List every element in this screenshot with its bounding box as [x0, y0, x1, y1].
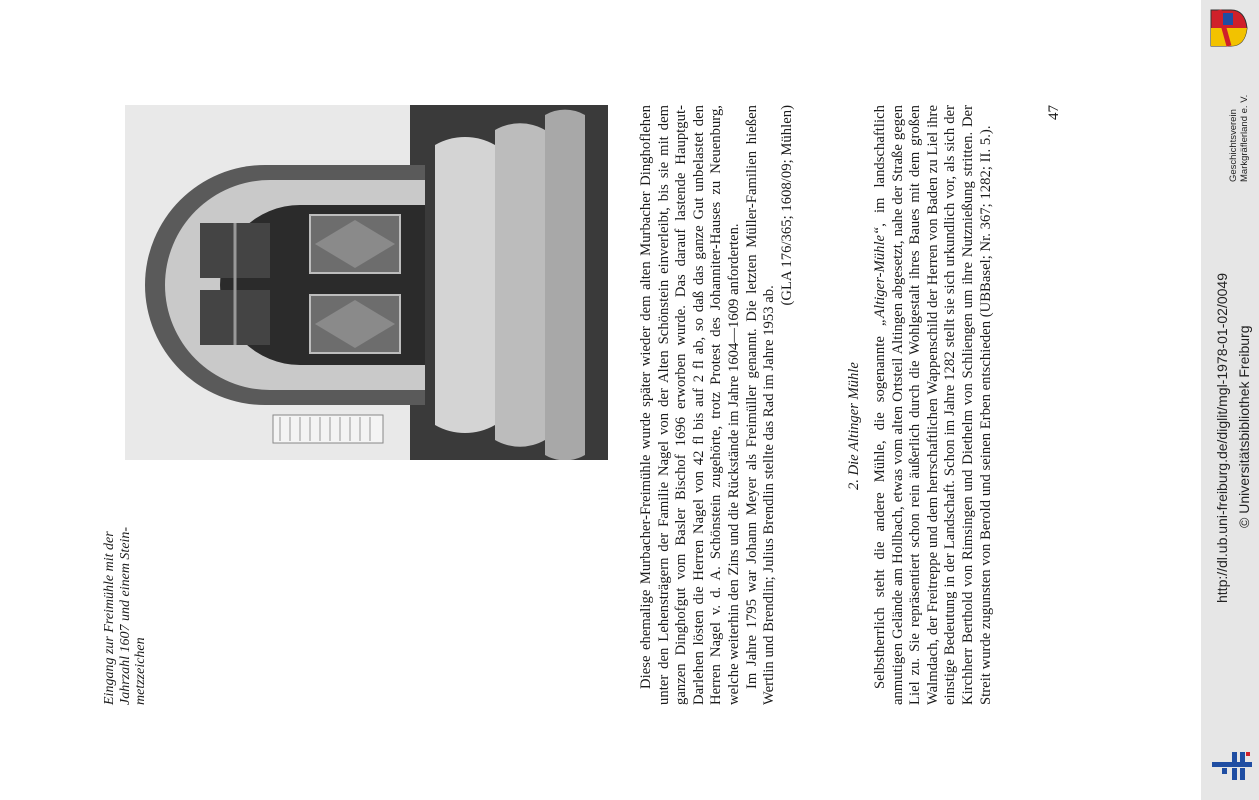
caption-line-1: Eingang zur Freimühle mit der — [102, 531, 117, 705]
document-url-link[interactable]: http://dl.ub.uni-freiburg.de/diglit/mgl-1978-01-02/0049 — [1214, 273, 1230, 603]
ub-freiburg-logo-icon — [1210, 748, 1254, 784]
paragraph-3 — [872, 105, 995, 705]
paragraph-3-rest: , im landschaftlich anmutigen Gelände am Hollbach, etwas vom alten Ortsteil Altingen abgesetzt, nahe der Straße gegen Liel zu. Sie repräsentiert schon rein äußerlich durch die Wohlgestalt ihres Baues mit dem großen Walmdach, der Freitreppe und dem herrschaftlichen Wappenschild der Herren von Baden zu Liel ihre einstige Bedeutung in der Landschaft. Schon im Jahre 1282 stellt sie sich urkundlich vor, als sich der Kirchherr Berthold von Rimsingen und Diethelm von Schliengen um ihre Nutznießung stritten. Der Streit wurde zugunsten von Berold und seinen Erben entschieden (UBBasel; Nr. 367; 1282; II. 5.). — [872, 105, 994, 705]
caption-line-2: Jahrzahl 1607 und einem Stein- — [117, 526, 133, 705]
paragraph-3-mill-name: „Altiger-Mühle“ — [872, 226, 888, 327]
paragraph-2-reference: (GLA 176/365; 1608/09; Mühlen) — [778, 105, 795, 306]
society-name — [1228, 42, 1250, 182]
society-name-line-1: Geschichtsverein — [1228, 109, 1239, 182]
copyright-notice: © Universitätsbibliothek Freiburg — [1236, 325, 1252, 528]
page-number: 47 — [1046, 105, 1062, 120]
caption-line-3: metzzeichen — [133, 637, 148, 705]
figure-caption — [102, 445, 149, 705]
paragraph-3-start: Selbstherrlich steht die andere Mühle, die sogenannte — [872, 326, 888, 689]
text-block-upper — [638, 105, 796, 705]
paragraph-2: Im Jahre 1795 war Johann Meyer als Freimüller genannt. Die letzten Müller-Familien hießen Wertlin und Brendlin; Julius Brendlin stellte das Rad im Jahre 1953 ab. — [743, 105, 778, 705]
paragraph-1: Diese ehemalige Murbacher-Freimühle wurde später wieder dem alten Murbacher Dinghoflehen unter den Lehensträgern der Familie Nagel von der Alten Schönstein einverleibt, bis sie mit dem ganzen Dinghofgut vom Basler Bischof 1696 erworben wurde. Das darauf lastende Hauptgut-Darlehen lösten die Herren Nagel von 42 fl bis auf 2 fl ab, so daß das ganze Gut unbelastet den Herren Nagel v. d. A. Schönstein zugehörte, trotz Protest des Johanniter-Hauses zu Neuenburg, welche weiterhin den Zins und die Rückstände im Jahre 1604—1609 anforderten. — [638, 105, 742, 705]
section-heading: 2. Die Altinger Mühle — [846, 362, 862, 490]
doorway-photo — [125, 105, 608, 460]
society-name-line-2: Markgräflerland e. V. — [1239, 94, 1250, 182]
text-block-lower — [872, 105, 995, 705]
